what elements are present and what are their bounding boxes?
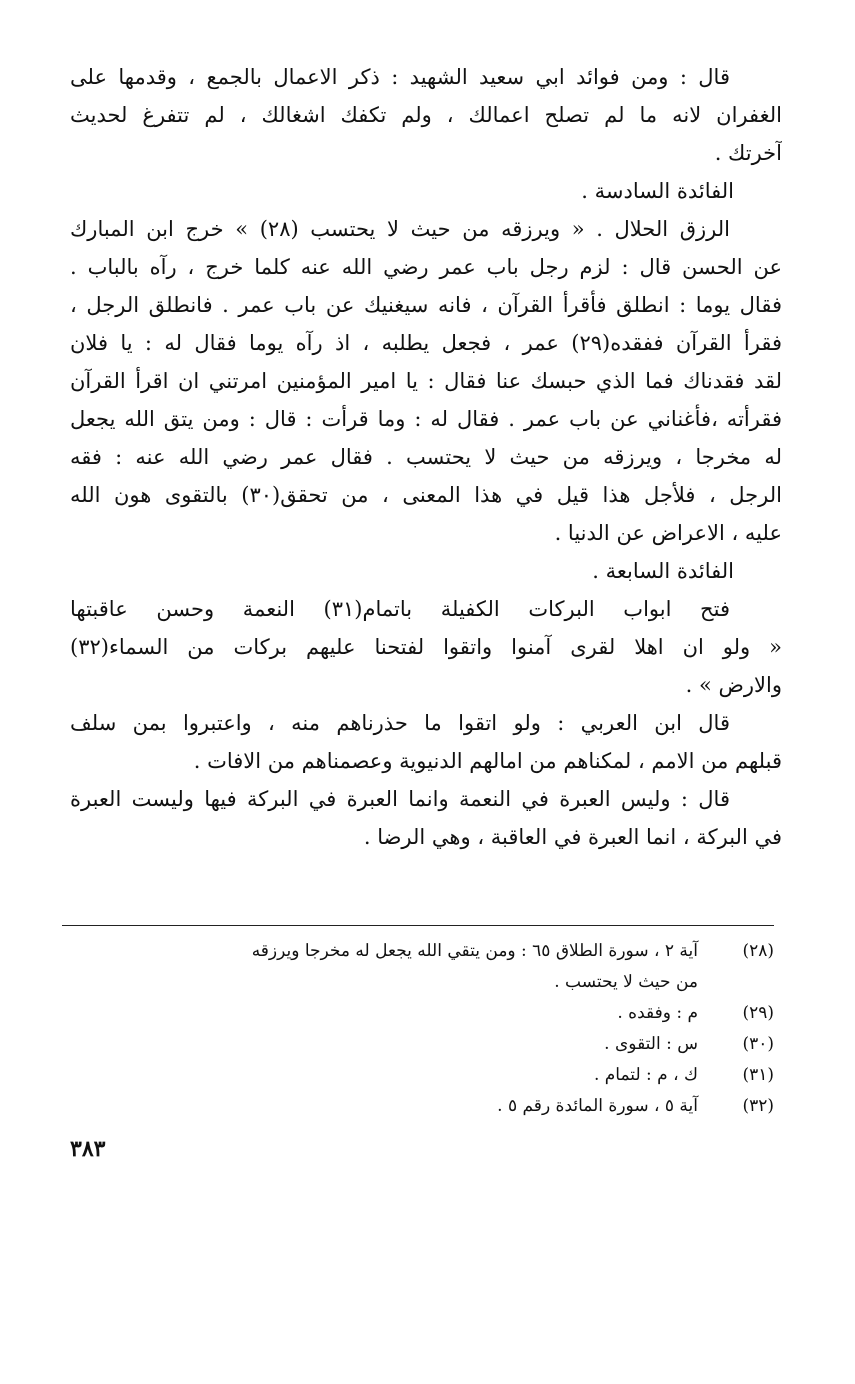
page-number: ٣٨٣ — [70, 1136, 106, 1162]
footnote-number: (٣٠) — [742, 1034, 774, 1054]
text-line: الرزق الحلال . « ويرزقه من حيث لا يحتسب (٢٨) » خرج ابن المبارك — [70, 217, 730, 241]
footnote-number: (٣١) — [742, 1065, 774, 1085]
footnote-text: من حيث لا يحتسب . — [554, 972, 698, 992]
footnote-text: آية ٢ ، سورة الطلاق ٦٥ : ومن يتقي الله يجعل له مخرجا ويرزقه — [251, 941, 698, 961]
footnote-29 — [240, 998, 774, 1029]
footnote-text: ك ، م : لتمام . — [593, 1065, 698, 1085]
text-line: فقرأ القرآن ففقده(٢٩) عمر ، فجعل يطلبه ، اذ رآه يوما فقال له : يا فلان — [70, 331, 782, 355]
text-line: فقرأته ،فأغناني عن باب عمر . فقال له : وما قرأت : قال : ومن يتق الله يجعل — [70, 407, 782, 431]
footnote-28 — [240, 936, 774, 967]
footnote-number: (٢٨) — [742, 941, 774, 961]
footnote-divider — [62, 925, 774, 926]
footnote-number: (٣٢) — [742, 1096, 774, 1116]
footnotes — [240, 936, 774, 1122]
footnote-31 — [240, 1060, 774, 1091]
text-line: قبلهم من الامم ، لمكناهم من امالهم الدنيوية وعصمناهم من الافات . — [193, 749, 782, 773]
footnote-number — [716, 967, 774, 998]
text-line: آخرتك . — [714, 141, 782, 165]
section-heading-seventh: الفائدة السابعة . — [592, 559, 734, 583]
text-line: عليه ، الاعراض عن الدنيا . — [554, 521, 782, 545]
text-line: فتح ابواب البركات الكفيلة باتمام(٣١) النعمة وحسن عاقبتها — [70, 597, 730, 621]
text-line: قال ابن العربي : ولو اتقوا ما حذرناهم منه ، واعتبروا بمن سلف — [70, 711, 730, 735]
text-line: لقد فقدناك فما الذي حبسك عنا فقال : يا امير المؤمنين امرتني ان اقرأ القرآن — [70, 369, 782, 393]
text-line: والارض » . — [685, 673, 782, 697]
main-text — [70, 58, 782, 856]
footnote-text: س : التقوى . — [604, 1034, 698, 1054]
text-line: « ولو ان اهلا لقرى آمنوا واتقوا لفتحنا عليهم بركات من السماء(٣٢) — [70, 635, 782, 659]
footnote-number: (٢٩) — [742, 1003, 774, 1023]
text-line: قال : ومن فوائد ابي سعيد الشهيد : ذكر الاعمال بالجمع ، وقدمها على — [70, 65, 730, 89]
text-line: قال : وليس العبرة في النعمة وانما العبرة في البركة فيها وليست العبرة — [70, 787, 730, 811]
text-line: فقال يوما : انطلق فأقرأ القرآن ، فانه سيغنيك عن باب عمر . فانطلق الرجل ، — [70, 293, 782, 317]
section-heading-sixth: الفائدة السادسة . — [581, 179, 734, 203]
text-line: الغفران لانه ما لم تصلح اعمالك ، ولم تكفك اشغالك ، لم تتفرغ لحديث — [70, 103, 782, 127]
footnote-28-continued — [240, 967, 774, 998]
footnote-text: آية ٥ ، سورة المائدة رقم ٥ . — [497, 1096, 698, 1116]
text-line: عن الحسن قال : لزم رجل باب عمر رضي الله عنه كلما خرج ، رآه بالباب . — [70, 255, 782, 279]
text-line: في البركة ، انما العبرة في العاقبة ، وهي الرضا . — [363, 825, 782, 849]
footnote-text: م : وفقده . — [617, 1003, 698, 1023]
text-line: له مخرجا ، ويرزقه من حيث لا يحتسب . فقال عمر رضي الله عنه : فقه — [70, 445, 782, 469]
footnote-32 — [240, 1091, 774, 1122]
footnote-30 — [240, 1029, 774, 1060]
text-line: الرجل ، فلأجل هذا قيل في هذا المعنى ، من تحقق(٣٠) بالتقوى هون الله — [70, 483, 782, 507]
